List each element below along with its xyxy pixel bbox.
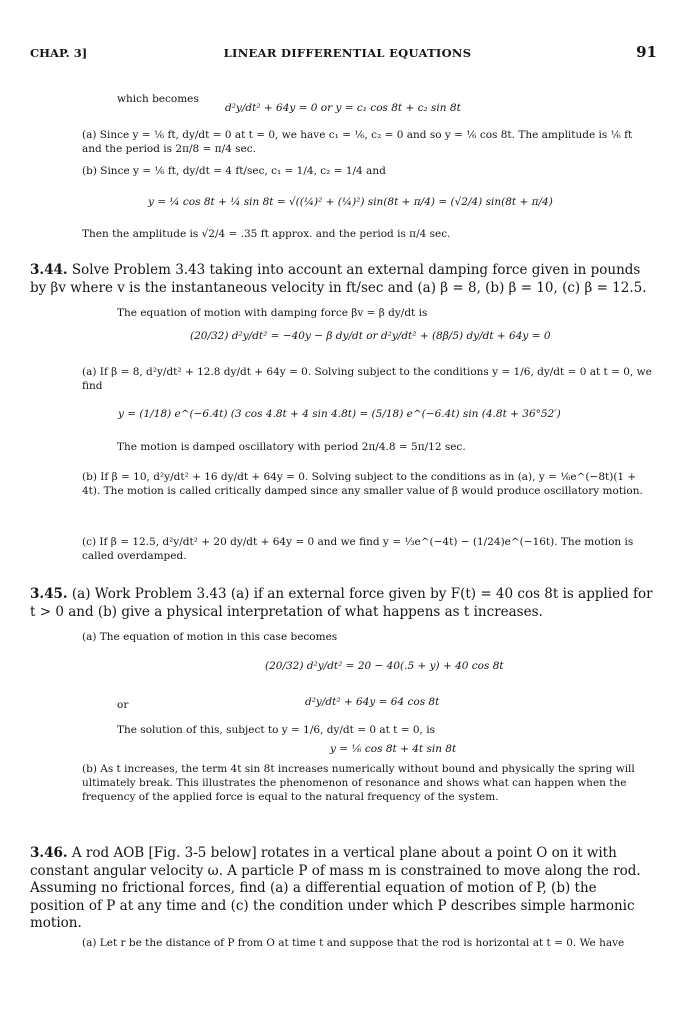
page-number: 91 <box>636 43 657 61</box>
paragraph: (b) If β = 10, d²y/dt² + 16 dy/dt + 64y = 0. Solving subject to the conditions as in (a), y = ⅙e^(−8t)(1 + 4t). The motion is called critically damped since any smaller value of β would produce oscillatory motion. <box>82 471 643 497</box>
running-title: LINEAR DIFFERENTIAL EQUATIONS <box>223 46 472 60</box>
equation: d²y/dt² + 64y = 0 or y = c₁ cos 8t + c₂ sin 8t <box>225 102 461 114</box>
paragraph: (b) As t increases, the term 4t sin 8t increases numerically without bound and physically the spring will ultimately break. This illustrates the phenomenon of resonance and shows what can happen when the frequency of the applied force is equal to the natural frequency of the system. <box>82 763 635 803</box>
page-header <box>0 44 695 64</box>
equation: y = (1/18) e^(−6.4t) (3 cos 4.8t + 4 sin 4.8t) = (5/18) e^(−6.4t) sin (4.8t + 36°52′) <box>118 408 561 420</box>
problem-3-44 <box>30 262 655 297</box>
problem-number: 3.45. <box>30 586 68 602</box>
problem-statement: (a) Work Problem 3.43 (a) if an external force given by F(t) = 40 cos 8t is applied for t > 0 and (b) give a physical interpretation of what happens as t increases. <box>30 586 653 620</box>
problem-statement: Solve Problem 3.43 taking into account an external damping force given in pounds by βv where v is the instantaneous velocity in ft/sec and (a) β = 8, (b) β = 10, (c) β = 12.5. <box>30 262 647 296</box>
equation: y = ¼ cos 8t + ¼ sin 8t = √((¼)² + (¼)²) sin(8t + π/4) = (√2/4) sin(8t + π/4) <box>148 196 553 208</box>
paragraph: (b) Since y = ⅙ ft, dy/dt = 4 ft/sec, c₁ = 1/4, c₂ = 1/4 and <box>82 165 386 177</box>
paragraph: (c) If β = 12.5, d²y/dt² + 20 dy/dt + 64y = 0 and we find y = ⅓e^(−4t) − (1/24)e^(−16t). The motion is called overdamped. <box>82 536 634 562</box>
paragraph: The motion is damped oscillatory with period 2π/4.8 = 5π/12 sec. <box>117 441 466 453</box>
paragraph: (a) Since y = ⅙ ft, dy/dt = 0 at t = 0, we have c₁ = ⅙, c₂ = 0 and so y = ⅙ cos 8t. The amplitude is ⅙ ft and the period is 2π/8 = π/4 sec. <box>82 129 633 155</box>
paragraph: Then the amplitude is √2/4 = .35 ft approx. and the period is π/4 sec. <box>82 228 451 240</box>
paragraph: (a) The equation of motion in this case becomes <box>82 631 338 643</box>
continuation-intro: which becomes <box>117 93 199 105</box>
problem-3-45 <box>30 586 655 621</box>
paragraph: (a) Let r be the distance of P from O at time t and suppose that the rod is horizontal at t = 0. We have <box>82 937 625 949</box>
problem-number: 3.46. <box>30 845 68 861</box>
chapter-label: CHAP. 3] <box>30 46 88 60</box>
problem-3-46 <box>30 845 655 933</box>
paragraph: (a) If β = 8, d²y/dt² + 12.8 dy/dt + 64y = 0. Solving subject to the conditions y = 1/6, dy/dt = 0 at t = 0, we find <box>82 366 652 392</box>
or-label: or <box>117 699 129 711</box>
equation: y = ⅙ cos 8t + 4t sin 8t <box>330 743 457 755</box>
paragraph: The equation of motion with damping force βv = β dy/dt is <box>117 307 428 319</box>
problem-statement: A rod AOB [Fig. 3-5 below] rotates in a vertical plane about a point O on it with constant angular velocity ω. A particle P of mass m is constrained to move along the rod. Assuming no frictional forces, find (a) a differential equation of motion of P, (b) the position of P at any time and (c) the condition under which P describes simple harmonic motion. <box>30 845 641 931</box>
equation: (20/32) d²y/dt² = −40y − β dy/dt or d²y/dt² + (8β/5) dy/dt + 64y = 0 <box>190 330 551 342</box>
problem-number: 3.44. <box>30 262 68 278</box>
paragraph: The solution of this, subject to y = 1/6, dy/dt = 0 at t = 0, is <box>117 724 435 736</box>
equation: (20/32) d²y/dt² = 20 − 40(.5 + y) + 40 cos 8t <box>265 660 504 672</box>
equation: d²y/dt² + 64y = 64 cos 8t <box>305 696 440 708</box>
